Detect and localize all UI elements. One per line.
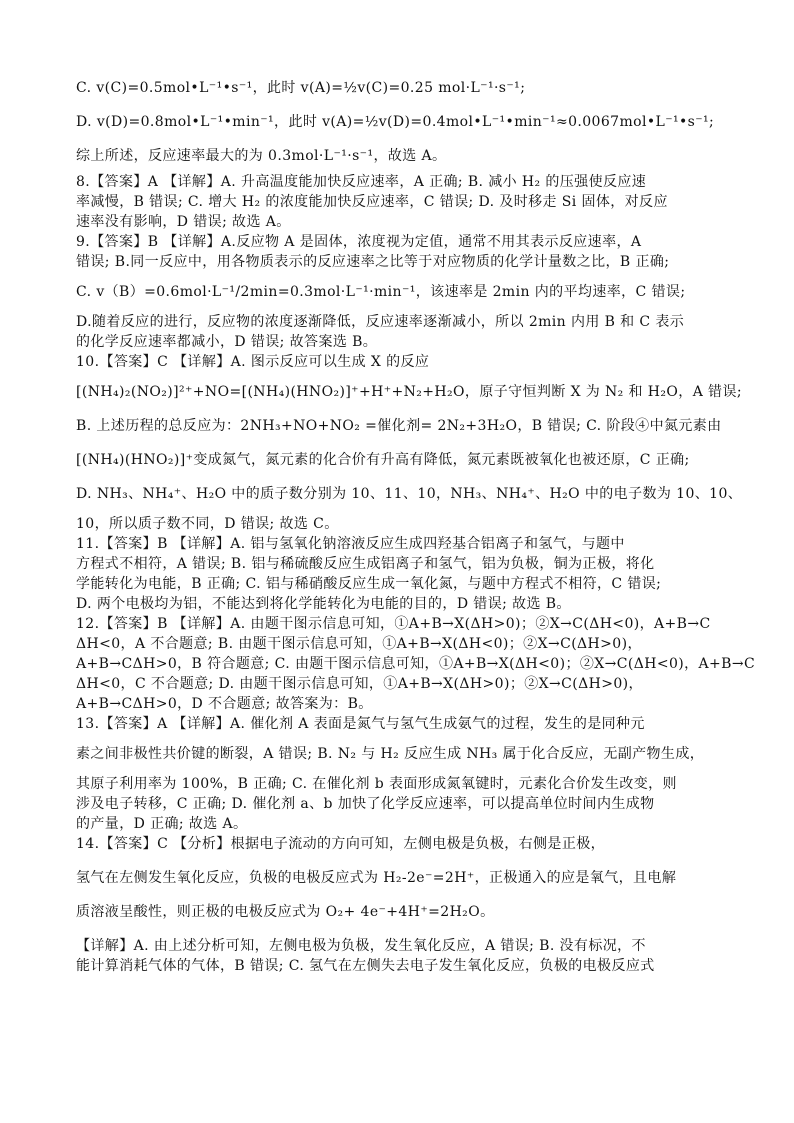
text-line: 错误; B.同一反应中，用各物质表示的反应速率之比等于对应物质的化学计量数之比，B 正确; <box>76 254 670 270</box>
text-line: 的化学反应速率都减小，D 错误; 故答案选 B。 <box>76 334 378 350</box>
text-line: 8.【答案】A 【详解】A. 升高温度能加快反应速率，A 正确; B. 减小 H₂ 的压强使反应速 <box>76 174 647 190</box>
text-line: D. v(D)=0.8mol•L⁻¹•min⁻¹，此时 v(A)=½v(D)=0.4mol•L⁻¹•min⁻¹≈0.0067mol•L⁻¹•s⁻¹; <box>76 114 715 130</box>
text-line: 方程式不相符，A 错误; B. 铝与稀硫酸反应生成铝离子和氢气，铝为负极，铜为正极，将化 <box>76 556 655 572</box>
text-line: C. v(C)=0.5mol•L⁻¹•s⁻¹，此时 v(A)=½v(C)=0.25 mol·L⁻¹·s⁻¹; <box>76 80 526 96</box>
text-line: 14.【答案】C 【分析】根据电子流动的方向可知，左侧电极是负极，右侧是正极， <box>76 836 606 852</box>
text-line: D.随着反应的进行，反应物的浓度逐渐降低，反应速率逐渐减小，所以 2min 内用 B 和 C 表示 <box>76 314 685 330</box>
text-line: [(NH₄)₂(NO₂)]²⁺+NO=[(NH₄)(HNO₂)]⁺+H⁺+N₂+H₂O，原子守恒判断 X 为 N₂ 和 H₂O，A 错误; <box>76 384 742 400</box>
text-line: 11.【答案】B 【详解】A. 铝与氢氧化钠溶液反应生成四羟基合铝离子和氢气，与题中 <box>76 536 625 552</box>
text-line: 综上所述，反应速率最大的为 0.3mol·L⁻¹·s⁻¹，故选 A。 <box>76 148 447 164</box>
text-line: 13.【答案】A 【详解】A. 催化剂 A 表面是氮气与氢气生成氨气的过程，发生的是同种元 <box>76 716 645 732</box>
text-line: 率减慢，B 错误; C. 增大 H₂ 的浓度能加快反应速率，C 错误; D. 及时移走 Si 固体，对反应 <box>76 194 668 210</box>
text-line: A+B→CΔH>0，D 不合题意; 故答案为：B。 <box>76 696 373 712</box>
text-line: 学能转化为电能，B 正确; C. 铝与稀硝酸反应生成一氧化氮，与题中方程式不相符，C 错误; <box>76 576 662 592</box>
text-line: 氢气在左侧发生氧化反应，负极的电极反应式为 H₂-2e⁻=2H⁺，正极通入的应是氧气，且电解 <box>76 870 677 886</box>
text-line: 涉及电子转移，C 正确; D. 催化剂 a、b 加快了化学反应速率，可以提高单位时间内生成物 <box>76 796 655 812</box>
text-line: 9.【答案】B 【详解】A.反应物 A 是固体，浓度视为定值，通常不用其表示反应速率，A <box>76 234 642 250</box>
text-line: 12.【答案】B 【详解】A. 由题干图示信息可知，①A+B→X(ΔH>0)；②X→C(ΔH<0)，A+B→C <box>76 616 711 632</box>
text-line: C. v（B）=0.6mol·L⁻¹/2min=0.3mol·L⁻¹·min⁻¹，该速率是 2min 内的平均速率，C 错误; <box>76 284 686 300</box>
text-line: B. 上述历程的总反应为：2NH₃+NO+NO₂ =催化剂= 2N₂+3H₂O，B 错误; C. 阶段④中氮元素由 <box>76 418 722 434</box>
text-line: 的产量，D 正确; 故选 A。 <box>76 816 248 832</box>
text-line: 能计算消耗气体的气体，B 错误; C. 氢气在左侧失去电子发生氧化反应，负极的电极反应式 <box>76 958 655 974</box>
text-line: ΔH<0，C 不合题意; D. 由题干图示信息可知，①A+B→X(ΔH>0)；②X→C(ΔH>0)， <box>76 676 643 692</box>
text-line: 其原子利用率为 100%，B 正确; C. 在催化剂 b 表面形成氮氧键时，元素化合价发生改变，则 <box>76 776 677 792</box>
text-line: [(NH₄)(HNO₂)]⁺变成氮气，氮元素的化合价有升高有降低，氮元素既被氧化也被还原，C 正确; <box>76 452 690 468</box>
text-line: 10.【答案】C 【详解】A. 图示反应可以生成 X 的反应 <box>76 354 430 370</box>
text-line: 【详解】A. 由上述分析可知，左侧电极为负极，发生氧化反应，A 错误; B. 没有标况，不 <box>76 938 646 954</box>
text-line: D. NH₃、NH₄⁺、H₂O 中的质子数分别为 10、11、10，NH₃、NH₄⁺、H₂O 中的电子数为 10、10、 <box>76 486 743 502</box>
document-page <box>76 78 756 976</box>
text-line: ΔH<0，A 不合题意; B. 由题干图示信息可知，①A+B→X(ΔH<0)；②X→C(ΔH>0)， <box>76 636 642 652</box>
text-line: 质溶液呈酸性，则正极的电极反应式为 O₂+ 4e⁻+4H⁺=2H₂O。 <box>76 904 495 920</box>
text-line: 速率没有影响，D 错误; 故选 A。 <box>76 214 291 230</box>
text-line: 素之间非极性共价键的断裂，A 错误; B. N₂ 与 H₂ 反应生成 NH₃ 属于化合反应，无副产物生成， <box>76 746 705 762</box>
text-line: A+B→CΔH>0，B 符合题意; C. 由题干图示信息可知，①A+B→X(ΔH<0)；②X→C(ΔH<0)，A+B→C <box>76 656 756 672</box>
text-line: 10，所以质子数不同，D 错误; 故选 C。 <box>76 516 339 532</box>
text-line: D. 两个电极均为铝，不能达到将化学能转化为电能的目的，D 错误; 故选 B。 <box>76 596 571 612</box>
